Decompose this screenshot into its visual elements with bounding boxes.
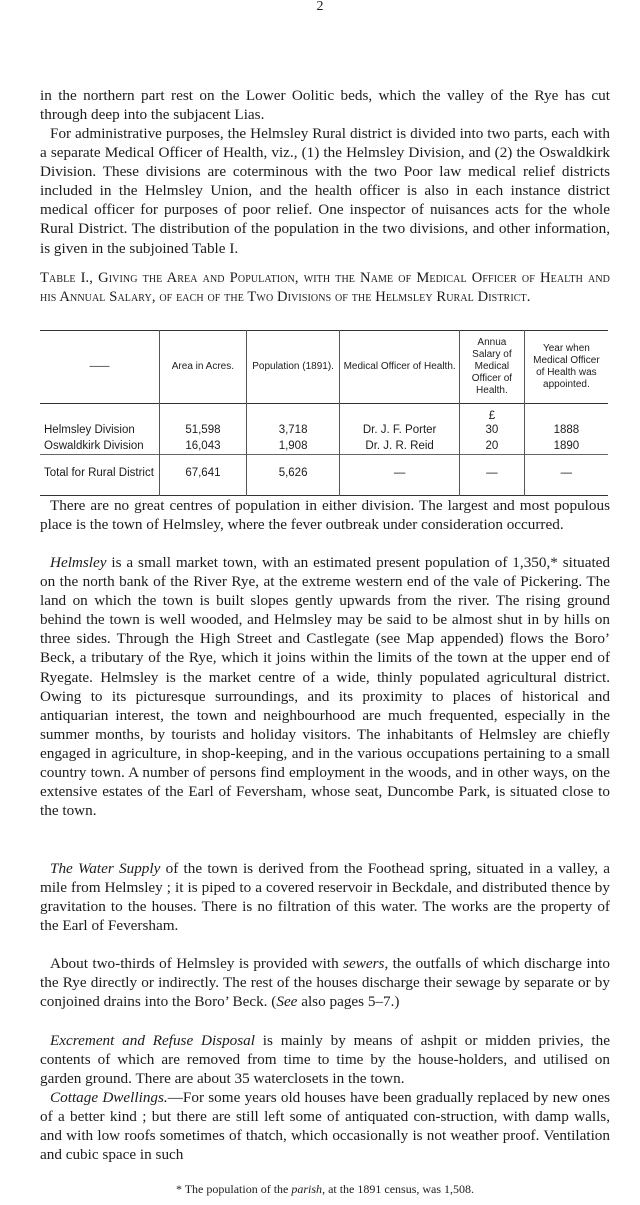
total-year: — [524,455,608,484]
water-supply-heading: The Water Supply [50,860,161,877]
table-row [40,438,608,455]
currency-symbol: £ [459,404,524,423]
table-caption-text: Table I., Giving the Area and Population, with the Name of Medical Officer of Health and his Annual Salary, of each of the Two Divisions of the Helmsley Rural District. [40,270,610,305]
col-header-year: Year when Medical Officer of Health was appointed. [524,331,608,404]
p3-text: There are no great centres of population in either division. The largest and most populous place is the town of Helmsley, where the fever outbreak under consideration occurred. [40,497,610,534]
intro-paragraph-1 [40,86,610,124]
row-name: Oswaldkirk Division [44,440,144,452]
table-row [40,422,608,438]
total-salary: — [459,455,524,484]
body-paragraph-water [40,859,610,935]
division-table [40,330,608,496]
sewers-term: sewers [343,955,385,972]
row-name: Helmsley Division [44,424,135,436]
row-population: 1,908 [246,438,339,455]
excrement-heading: Excrement and Refuse Disposal [50,1032,255,1049]
row-salary: 20 [459,438,524,455]
body-paragraph-helmsley [40,553,610,820]
col-header-blank: —— [89,361,110,372]
intro-p2-text: For administrative purposes, the Helmsley Rural district is divided into two parts, each with a separate Medical Officer of Health, viz., (1) the Helmsley Division, and (2) the Oswaldkirk Division. These divisions are coterminous with the two Poor law medical relief districts included in the Helmsley Union, and the health officer is also in each instance district medical officer for purposes of poor relief. One inspector of nuisances acts for the whole Rural District. The distribution of the population in the two divisions, and other information, is given in the subjoined Table I. [40,125,610,257]
p5-text: of the town is derived from the Foothead spring, situated in a valley, a mile from Helmsley ; it is piped to a covered reservoir in Beckdale, and distributed thence by gravitation to the houses. There is no filtration of this water. The works are the property of the Earl of Feversham. [40,860,610,935]
table-caption [40,269,610,306]
body-paragraph-sewers: About two-thirds of Helmsley is provided with sewers, the outfalls of which discharge into the Rye directly or indirectly. The rest of the houses discharge their sewage by separate or by conjoined drains into the Boro’ Beck. (See also pages 5–7.) [40,955,610,1011]
row-area: 16,043 [159,438,246,455]
footnote: * The population of the parish, at the 1891 census, was 1,508. [175,1182,475,1196]
row-year: 1888 [524,422,608,438]
page-number: 2 [316,0,324,14]
col-header-officer: Medical Officer of Health. [340,331,460,404]
p4-text: is a small market town, with an estimated present population of 1,350,* situated on the north bank of the River Rye, at the extreme western end of the vale of Pickering. The land on which the town is built slopes gently upwards from the river. The rising ground behind the town is well wooded, and Helmsley may be said to be almost shut in by hills on three sides. Through the High Street and Castlegate (see Map appended) flows the Boro’ Beck, a tributary of the Rye, which it joins within the limits of the town at the upper end of Ryegate. Helmsley is the market centre of a wide, thinly populated agricultural district. Owing to its picturesque surroundings, and its proximity to places of historical and antiquarian interest, the town and neighbourhood are much frequented, especially in the summer months, by tourists and holiday visitors. The inhabitants of Helmsley are chiefly engaged in agriculture, in shop-keeping, and in the various occupations pertaining to a small country town. A number of persons find employment in the woods, and in other ways, on the extensive estates of the Earl of Feversham, whose seat, Duncombe Park, is situated close to the town. [40,554,610,820]
table-header-row [40,331,608,404]
row-area: 51,598 [159,422,246,438]
p8-text: —For some years old houses have been gradually replaced by new ones of a better kind ; but there are still left some of antiquated con-struction, with damp walls, and with low roofs sometimes of thatch, which occasionally is not weather proof. Ventilation and cubic space in such [40,1089,610,1164]
row-salary: 30 [459,422,524,438]
col-header-area: Area in Acres. [159,331,246,404]
cottage-heading: Cottage Dwellings. [50,1089,168,1106]
row-population: 3,718 [246,422,339,438]
intro-paragraph-2 [40,124,610,258]
helmsley-heading: Helmsley [50,554,107,571]
p7-text: is mainly by means of ashpit or midden privies, the contents of which are removed from time to time by the house-holders, and utilised on garden ground. There are about 35 waterclosets in the town. [40,1032,610,1088]
row-officer: Dr. J. R. Reid [340,438,460,455]
row-year: 1890 [524,438,608,455]
total-area: 67,641 [159,455,246,484]
row-officer: Dr. J. F. Porter [340,422,460,438]
body-paragraph-3 [40,496,610,534]
intro-p1-text: in the northern part rest on the Lower Oolitic beds, which the valley of the Rye has cut through deep into the subjacent Lias. [40,87,610,124]
body-paragraph-excrement [40,1031,610,1088]
total-officer: — [340,455,460,484]
body-paragraph-cottage [40,1088,610,1164]
table-total-row [40,455,608,484]
total-population: 5,626 [246,455,339,484]
col-header-salary: Annua Salary of Medical Officer of Health. [459,331,524,404]
col-header-population: Population (1891). [246,331,339,404]
total-name: Total for Rural District [40,455,159,484]
